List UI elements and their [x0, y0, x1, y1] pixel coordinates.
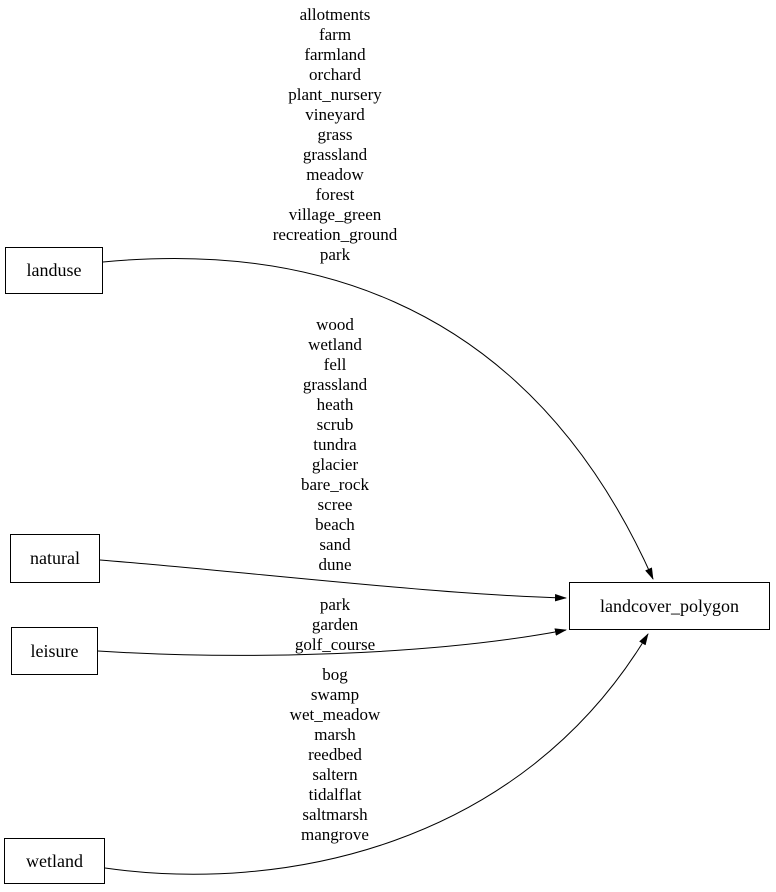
- edge-label-line: bare_rock: [301, 475, 369, 494]
- node-landuse-label: landuse: [26, 260, 82, 280]
- node-landuse: [5, 247, 103, 294]
- edge-label-wetland-values: [185, 665, 485, 845]
- edge-label-line: forest: [315, 185, 355, 204]
- edge-label-line: scree: [317, 495, 353, 514]
- edge-label-line: park: [319, 595, 351, 614]
- edge-label-line: wet_meadow: [289, 705, 381, 724]
- edge-label-line: village_green: [288, 205, 382, 224]
- node-leisure: [11, 627, 98, 675]
- node-wetland-label: wetland: [26, 850, 83, 871]
- edge-label-line: heath: [316, 395, 354, 414]
- edge-label-line: dune: [318, 555, 352, 574]
- node-leisure-label: leisure: [30, 640, 79, 661]
- node-natural: [10, 534, 100, 583]
- edge-label-line: farm: [318, 25, 352, 44]
- edge-label-line: park: [319, 245, 351, 264]
- edge-label-line: meadow: [306, 165, 364, 184]
- edge-label-leisure-values: [185, 595, 485, 655]
- edge-label-line: grassland: [302, 145, 368, 164]
- edge-label-line: recreation_ground: [272, 225, 398, 244]
- edge-label-line: bog: [322, 665, 348, 684]
- edge-label-line: tidalflat: [308, 785, 362, 804]
- node-landcover-polygon-label: landcover_polygon: [600, 595, 739, 616]
- edge-label-line: swamp: [310, 685, 360, 704]
- node-natural-label: natural: [30, 548, 80, 568]
- node-wetland: [4, 838, 105, 884]
- edge-label-line: sand: [319, 535, 351, 554]
- edge-label-line: plant_nursery: [288, 85, 382, 104]
- edge-label-line: garden: [311, 615, 359, 634]
- edge-label-line: grassland: [302, 375, 368, 394]
- edge-label-line: orchard: [309, 65, 361, 84]
- edge-label-landuse-values: [185, 5, 485, 265]
- edge-label-line: fell: [323, 355, 347, 374]
- edge-label-line: marsh: [314, 725, 356, 744]
- edge-label-line: mangrove: [301, 825, 369, 844]
- edge-label-line: wood: [316, 315, 354, 334]
- edge-label-line: wetland: [308, 335, 362, 354]
- node-landcover-polygon: [569, 582, 770, 630]
- edge-label-line: allotments: [299, 5, 371, 24]
- edge-label-line: golf_course: [294, 635, 376, 654]
- edge-label-line: saltern: [312, 765, 358, 784]
- edge-label-line: saltmarsh: [302, 805, 368, 824]
- edge-label-natural-values: [185, 315, 485, 575]
- edge-label-line: glacier: [311, 455, 359, 474]
- edge-label-line: beach: [315, 515, 355, 534]
- edge-label-line: tundra: [313, 435, 357, 454]
- edge-label-line: reedbed: [308, 745, 362, 764]
- edge-label-line: farmland: [304, 45, 366, 64]
- edge-label-line: vineyard: [305, 105, 365, 124]
- edge-label-line: grass: [317, 125, 353, 144]
- edge-label-line: scrub: [316, 415, 354, 434]
